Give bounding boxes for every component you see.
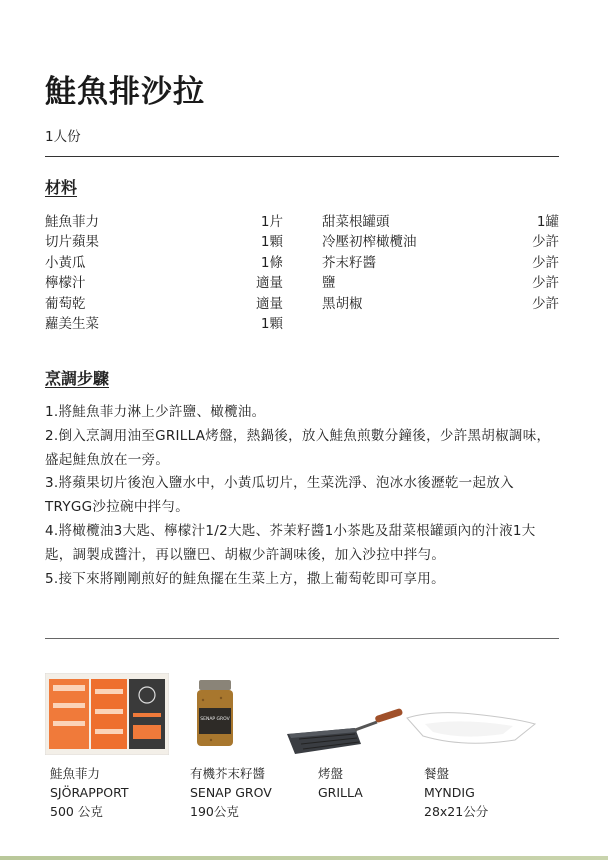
ingredient-qty: 少許 [532, 295, 559, 312]
ingredient-row [322, 253, 559, 273]
product-name: MYNDIG [424, 785, 475, 800]
product-category: 鮭魚菲力 [50, 766, 101, 781]
product-name: GRILLA [318, 785, 363, 800]
ingredient-row [45, 232, 283, 252]
product-info [424, 764, 488, 821]
ingredient-name: 切片蘋果 [45, 234, 99, 251]
product-info [190, 764, 272, 821]
product-detail: 500 公克 [50, 804, 103, 819]
mustard-jar-image [195, 680, 235, 752]
ingredient-row [322, 212, 559, 232]
product-category: 有機芥末籽醬 [190, 766, 266, 781]
product-info [50, 764, 129, 821]
ingredient-name: 芥末籽醬 [322, 254, 376, 271]
ingredient-qty: 少許 [532, 275, 559, 292]
ingredient-name: 冷壓初榨橄欖油 [322, 234, 417, 251]
ingredient-name: 鹽 [322, 275, 336, 292]
ingredient-name: 鮭魚菲力 [45, 214, 99, 230]
ingredient-row [322, 273, 559, 293]
ingredient-qty: 適量 [256, 275, 283, 292]
footer-strip [0, 856, 608, 860]
divider-top [45, 156, 559, 157]
ingredient-qty: 適量 [256, 295, 283, 312]
recipe-title: 鮭魚排沙拉 [45, 74, 205, 110]
product-name: SJÖRAPPORT [50, 785, 129, 800]
product-strip [45, 668, 559, 818]
ingredients-list-right [322, 212, 559, 314]
product-category: 烤盤 [318, 766, 344, 781]
ingredient-row [45, 253, 283, 273]
ingredient-qty: 1罐 [536, 214, 559, 230]
mustard-jar-label: SENAP GROV [200, 717, 230, 722]
salmon-package-image [45, 673, 169, 759]
ingredient-name: 黑胡椒 [322, 295, 363, 312]
ingredient-row [45, 273, 283, 293]
plate-image [403, 710, 539, 754]
ingredient-name: 蘿美生菜 [45, 315, 99, 332]
steps-heading: 烹調步驟 [45, 369, 110, 388]
step-item: 2.倒入烹調用油至GRILLA烤盤，熱鍋後，放入鮭魚煎數分鐘後，少許黑胡椒調味，盛起鮭魚放在一旁。 [45, 427, 551, 468]
servings-text: 1人份 [45, 129, 81, 145]
divider-bottom [45, 638, 559, 639]
product-detail: 190公克 [190, 804, 239, 819]
ingredient-qty: 少許 [532, 234, 559, 251]
ingredients-heading: 材料 [45, 178, 78, 197]
ingredient-qty: 1顆 [260, 234, 283, 251]
ingredients-list-left [45, 212, 283, 334]
product-category: 餐盤 [424, 766, 450, 781]
ingredient-row [322, 232, 559, 252]
ingredient-row [45, 212, 283, 232]
ingredient-name: 小黃瓜 [45, 254, 86, 271]
step-item: 5.接下來將剛剛煎好的鮭魚擺在生菜上方，撒上葡萄乾即可享用。 [45, 570, 445, 587]
product-detail: 28x21公分 [424, 804, 489, 819]
ingredient-row [322, 294, 559, 314]
ingredient-qty: 1顆 [260, 315, 283, 332]
ingredient-qty: 少許 [532, 254, 559, 271]
ingredient-name: 葡萄乾 [45, 295, 86, 312]
ingredient-row [45, 294, 283, 314]
ingredient-qty: 1片 [260, 214, 283, 230]
ingredient-row [45, 314, 283, 334]
ingredient-name: 甜菜根罐頭 [322, 214, 390, 230]
ingredient-name: 檸檬汁 [45, 275, 86, 292]
step-item: 3.將蘋果切片後泡入鹽水中，小黃瓜切片，生菜洗淨、泡冰水後瀝乾一起放入TRYGG沙拉碗中拌勻。 [45, 475, 514, 516]
product-name: SENAP GROV [190, 785, 272, 800]
steps-list [45, 401, 559, 591]
step-item: 4.將橄欖油3大匙、檸檬汁1/2大匙、芥茉籽醬1小茶匙及甜菜根罐頭內的汁液1大匙，調製成醬汁，再以鹽巴、胡椒少許調味後，加入沙拉中拌勻。 [45, 522, 536, 563]
ingredient-qty: 1條 [260, 254, 283, 271]
grill-pan-image [285, 708, 409, 762]
product-info [318, 764, 363, 802]
step-item: 1.將鮭魚菲力淋上少許鹽、橄欖油。 [45, 404, 266, 420]
